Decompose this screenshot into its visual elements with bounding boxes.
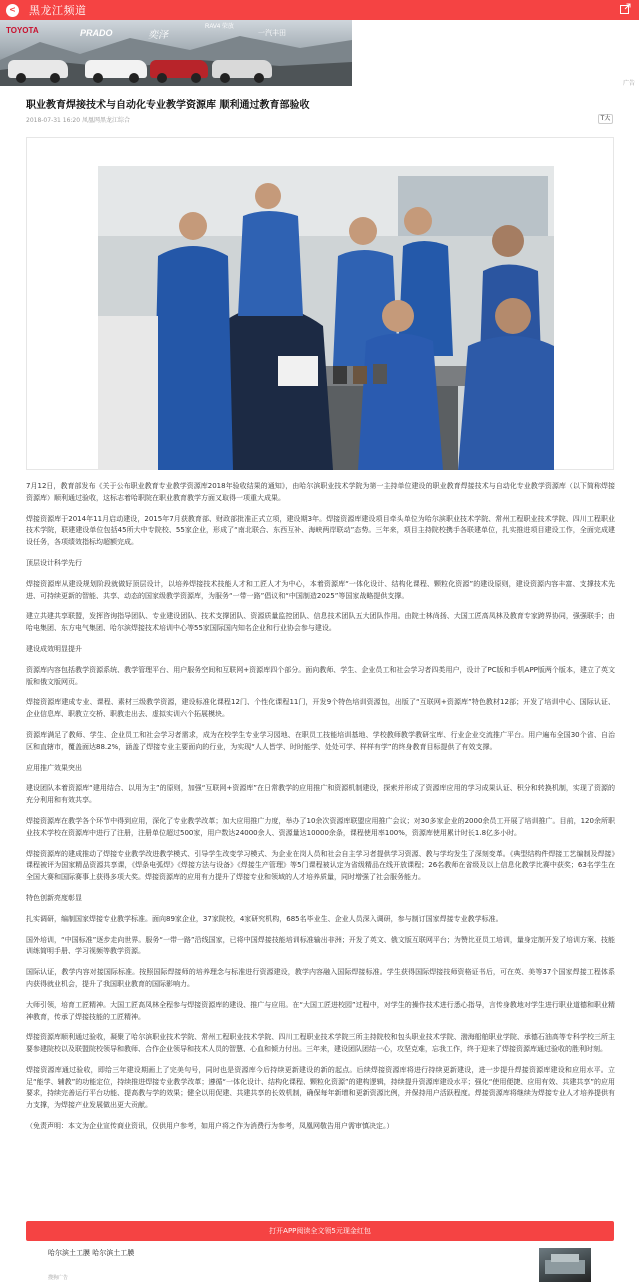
ad-brand-logo: TOYOTA: [6, 26, 39, 35]
bottom-ad-title[interactable]: 哈尔滨土工膜 哈尔滨土工膜: [48, 1249, 135, 1257]
section-heading: 建设成效明显提升: [26, 644, 82, 653]
article-paragraph: 焊接资源库于2014年11月启动建设，2015年7月获教育部、财政部批准正式立项，建设期3年。焊接资源库建设项目牵头单位为哈尔滨职业技术学院、常州工程职业技术学院、四川工程职业技术学院，联建建设单位包括45所大中专院校、55家企业，形成了“南北联合、东西互补、海峡两岸联动”态势。三年来，项目主持院校携手各联建单位，扎实推进项目建设工作，全面完成建设任务，各项绩效指标均超额完成。: [26, 514, 615, 547]
bottom-ad-thumbnail[interactable]: [539, 1248, 591, 1282]
article-paragraph: 国际认证，教学内容对接国际标准。按照国际焊接师的培养理念与标准进行资源建设，教学内容融入国际焊接标准。学生获得国际焊接技师资格证书后，可在英、美等37个国家焊接工程体系内获得就业机会，提升了我国职业教育的国际影响力。: [26, 968, 615, 988]
top-bar: [0, 0, 639, 20]
article-title: 职业教育焊接技术与自动化专业教学资源库 顺利通过教育部验收: [26, 100, 310, 111]
article-paragraph: 焊接资源库的建成推动了焊接专业教学改进教学模式、引导学生改变学习模式、为企业在岗人员和社会自主学习者提供学习资源、教与学均发生了深刻变革。《典型结构件焊接工艺编制及焊接》课程被评为国家精品资源共享课，《焊条电弧焊》《焊接方法与设备》《焊接生产管理》等5门课程被认定为省级精品在线开放课程；26名教师在省级及以上信息化教学比赛中获奖；63名学生在全国大赛和国际赛事上获得多项大奖。焊接资源库的应用有力提升了焊接专业和领域的人才培养质量，同时增强了社会服务能力。: [26, 849, 615, 882]
font-size-toggle[interactable]: T大: [598, 114, 613, 124]
car-image: [212, 60, 272, 78]
article-image-frame: [26, 137, 614, 470]
section-heading: 应用推广效果突出: [26, 763, 82, 772]
ad-model-prado: PRADO: [80, 28, 113, 38]
article-paragraph: 焊接资源库建成专业、课程、素材三级教学资源，建设标准化课程12门、个性化课程11门，开发9个特色培训资源包，出版了“互联网+资源库”特色教材12部；开发了培训中心、国际认证、企业信息库、职教立交桥、职教走出去、虚拟实训六个拓展模块。: [26, 698, 615, 719]
article-paragraph: 建设团队本着资源库“建用结合、以用为主”的原则，加强“互联网+资源库”在日常教学的应用推广和资源机制建设，探索并形成了资源库应用的学习成果认证、积分和转换机制，实现了资源的充分利用和有效共享。: [26, 784, 615, 805]
share-icon[interactable]: [619, 3, 631, 15]
ad-brand-faw: 一汽丰田: [258, 30, 286, 37]
section-heading: 特色创新亮度彰显: [26, 893, 82, 902]
ad-model-yize: 奕泽: [148, 30, 168, 41]
bottom-ad-label: 搜狗广告: [48, 1275, 69, 1281]
ad-model-rav4: RAV4 荣放: [205, 24, 234, 30]
article-paragraph: 焊接资源库从建设规划阶段就做好顶层设计，以培养焊接技术技能人才和工匠人才为中心，本着资源库“一体化设计、结构化课程、颗粒化资源”的建设原则，建设资源内容丰富、支撑技术先进、可持续更新的智能、共享、动态的国家级教学资源库，为服务“一带一路”倡议和“中国制造2025”等国家战略提供支撑。: [26, 579, 615, 600]
car-image: [150, 60, 208, 78]
article-paragraph: 扎实调研，编制国家焊接专业教学标准。面向89家企业，37家院校，4家研究机构，685名毕业生、企业人员深入调研，参与制订国家焊接专业教学标准。: [26, 914, 503, 923]
article-paragraph: 建立共建共享联盟，发挥咨询指导团队、专业建设团队、技术支撑团队、资源质量监控团队、信息技术团队五大团队作用。由院士林尚扬、大国工匠高凤林及教育专家跨界协同，强强联手；由哈电集团、东方电气集团、哈尔滨焊接技术培训中心等55家国际国内知名企业和行业协会参与建设。: [26, 612, 615, 633]
car-image: [85, 60, 147, 78]
ad-banner[interactable]: [0, 20, 352, 86]
article-paragraph: 资源库满足了教师、学生、企业员工和社会学习者需求，成为在校学生专业学习园地、在职员工技能培训基地、学校教师教学教研宝库、行业企业交流推广平台。用户遍布全国30个省、自治区和直辖市，覆盖面达88.2%，涵盖了焊接专业主要面向的行业，为实现“人人皆学、时时能学、处处可学、样样有学”的终身教育目标提供了有效支撑。: [26, 730, 615, 751]
logo-glyph: <: [9, 5, 16, 14]
ad-label: 广告: [622, 80, 635, 87]
car-image: [8, 60, 68, 78]
open-app-button[interactable]: 打开APP阅读全文领5元现金红包: [26, 1221, 614, 1241]
article-meta: 2018-07-31 16:20 凤凰网黑龙江综合: [26, 117, 130, 124]
article-paragraph: 国外培训，“中国标准”逐步走向世界。服务“一带一路”沿线国家，已将中国焊接技能培训标准输出非洲；开发了英文、俄文版互联网平台；为赞比亚员工培训，量身定制开发了培训方案、技能训练简明手册、学习视频等教学资源。: [26, 935, 615, 956]
ifeng-logo[interactable]: [6, 4, 19, 17]
article-paragraph: 大师引领，培育工匠精神。大国工匠高凤林全程参与焊接资源库的建设、推广与应用。在“大国工匠进校园”过程中，对学生的操作技术进行悉心指导，言传身教地对学生进行职业道德和职业精神教育，传承了焊接技能的工匠精神。: [26, 1000, 615, 1021]
photo-illustration: [98, 166, 554, 470]
section-heading: 顶层设计科学先行: [26, 558, 82, 567]
article-paragraph: 焊接资源库顺利通过验收，凝聚了哈尔滨职业技术学院、常州工程职业技术学院、四川工程职业技术学院三所主持院校和包头职业技术学院、渤海船舶职业学院、承德石油高等专科学校三所主要参建院校以及联盟院校领导和教师、合作企业领导和技术人员的智慧、心血和倾力付出。三年来，建设团队团结一心，攻坚克难，忘我工作，终于迎来了焊接资源库通过验收的胜利时刻。: [26, 1033, 615, 1054]
article-paragraph: 资源库内容包括教学资源系统、教学管理平台、用户服务空间和互联网+资源库四个部分。面向教师、学生、企业员工和社会学习者四类用户，设计了PC版和手机APP版两个版本，建立了英文版和俄文版网页。: [26, 665, 615, 686]
thumbnail-illustration: [539, 1248, 591, 1282]
channel-title: 黑龙江频道: [29, 4, 87, 17]
article-paragraph: （免责声明：本文为企业宣传商业资讯，仅供用户参考，如用户将之作为消费行为参考，凤凰网敬告用户需审慎决定。）: [26, 1122, 394, 1131]
article-paragraph: 焊接资源库通过验收，即给三年建设期画上了完美句号，同时也是资源库今后持续更新建设的新的起点。后续焊接资源库将进行持续更新建设，进一步提升焊接资源库建设和应用水平。立足“能学、辅教”的功能定位，持续推进焊接专业教学改革；遵循“一体化设计、结构化课程、颗粒化资源”的建构逻辑，持续提升资源库建设水平；强化“使用便捷、应用有效、共建共享”的应用要求，持续完善运行平台功能、提高教与学的效果；健全以用促建、共建共享的长效机制，确保每年新增和更新资源比例，并保持用户活跃程度。焊接资源库将继续为焊接专业人才培养提供有力支撑，为焊接产业发展做出更大贡献。: [26, 1065, 615, 1110]
welding-classroom-photo: [98, 166, 554, 470]
article-paragraph: 焊接资源库在教学各个环节中得到应用，深化了专业教学改革；加大应用推广力度，举办了10余次资源库联盟应用推广会议；对30多家企业的2000余员工开展了培训推广。目前，120余所职业技术学校在资源库中进行了注册，注册单位超过500家，用户数达24000余人、资源量达10000余条，课程使用率100%，资源库使用累计时长1.8亿多小时。: [26, 816, 615, 837]
article-body: [26, 481, 615, 1142]
article-paragraph: 7月12日，教育部发布《关于公布职业教育专业教学资源库2018年验收结果的通知》，由哈尔滨职业技术学院为第一主持单位建设的职业教育焊接技术与自动化专业教学资源库（以下简称焊接资源库）顺利通过验收，这标志着哈职院在职业教育教学方面又取得一项重大成果。: [26, 482, 615, 502]
